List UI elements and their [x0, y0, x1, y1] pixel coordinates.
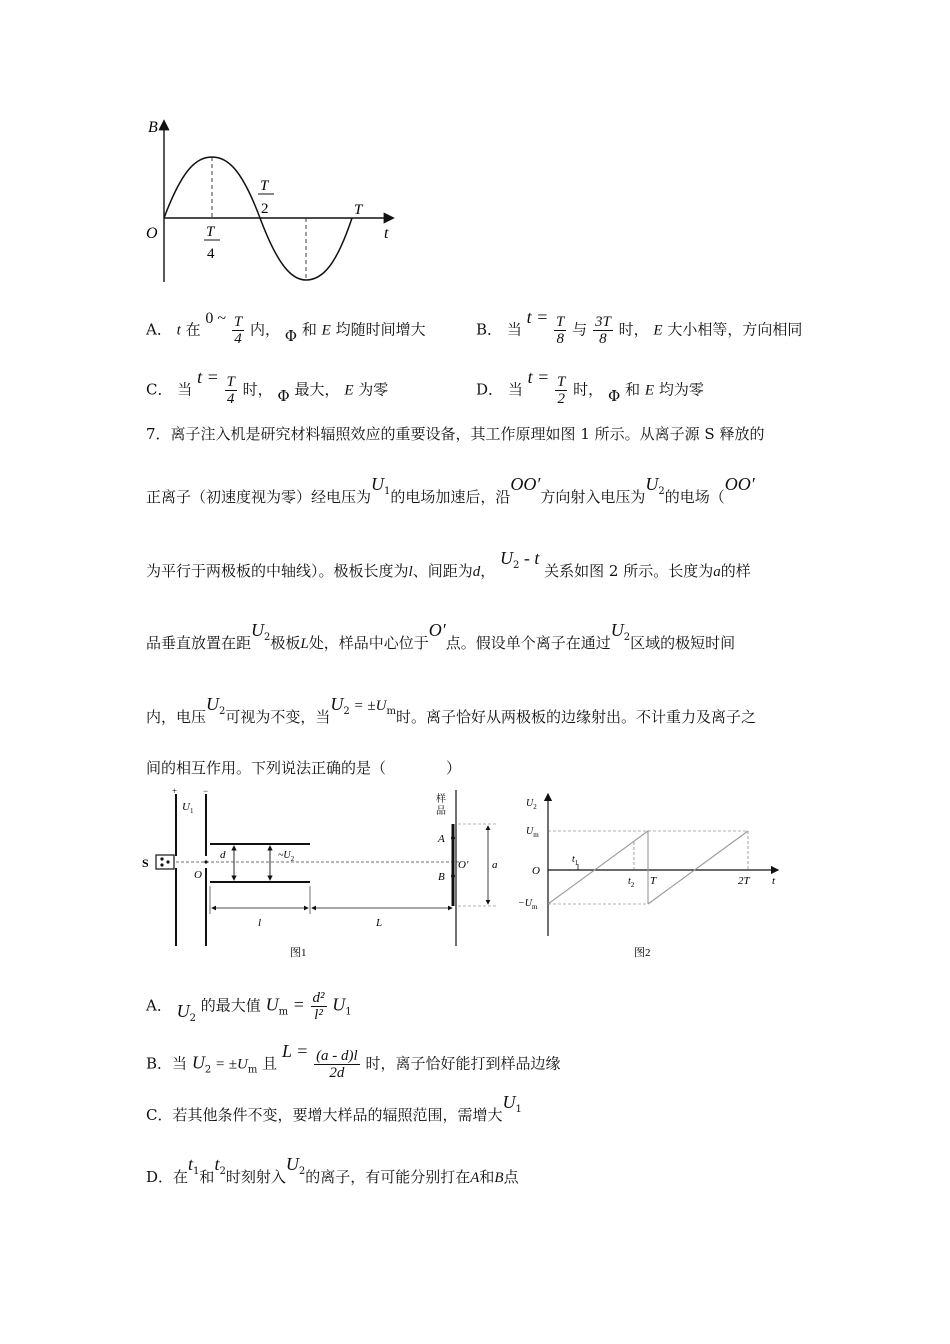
option-b-q7[interactable]: B．当 $U_2 = \pm U_m$ 且 L = $\frac{(a - d)l}{2d}$ 时，离子恰好能打到样品边缘 [146, 1040, 561, 1081]
b-t-graph [130, 110, 410, 290]
option-b-q6[interactable]: B． 当 t = $\frac{T}{8}$ 与 $\frac{3T}{8}$ 时， E 大小相等，方向相同 [476, 306, 803, 347]
q7-line-5: 内，电压$U^2$可视为不变，当$U^2 = \pm U^m$时。离子恰好从两极板的边缘射出。不计重力及离子之 [146, 694, 756, 726]
option-a-q7[interactable]: A． $U_2$ 的最大值 $U_m$ = $\frac{\text{d²}}{\text{l²}}$ $U_1$ [146, 990, 352, 1024]
fig2-2t: 2T [738, 875, 750, 887]
u1-label: $U_1$ [182, 801, 194, 815]
option-a-q6[interactable]: A． t 在 0 ~ $\frac{T}{4}$ 内， Φ 和 E 均随时间增大 [146, 309, 426, 347]
sample-label-2: 品 [436, 806, 446, 817]
q7-line-6: 间的相互作用。下列说法正确的是（ ） [146, 759, 462, 777]
fig2-neg-um-label: $-U_m$ [518, 898, 538, 911]
o-label: O [194, 869, 202, 881]
tick-t4-num: T [206, 224, 215, 240]
q7-line-4: 品垂直放置在距$U^2$极板L处，样品中心位于O′点。假设单个离子在通过$U^2$区域的极短时间 [146, 620, 736, 652]
u2-label: $\sim U_2$ [278, 850, 295, 863]
figure-1-caption: 图1 [290, 947, 307, 959]
fig2-t1: $t_1$ [572, 854, 579, 867]
fraction-3t8: $\frac{3T}{8}$ [594, 314, 611, 347]
fraction-t4: $\frac{T}{4}$ [233, 314, 243, 347]
figure-1 [140, 786, 510, 966]
fraction-d2-l2: $\frac{\text{d²}}{\text{l²}}$ [312, 990, 325, 1023]
fig2-origin: O [532, 865, 540, 877]
tick-t2-den: 2 [261, 201, 269, 217]
fig2-y-label: $U_2$ [526, 798, 537, 811]
option-d-q7[interactable]: D．在$t^1$和$t^2$时刻射入$U^2$的离子，有可能分别打在A和B点 [146, 1154, 519, 1186]
option-c-q6[interactable]: C． 当 t = $\frac{T}{4}$ 时， Φ 最大， E 为零 [146, 366, 389, 407]
option-d-q6[interactable]: D． 当 t = $\frac{T}{2}$ 时， Φ 和 E 均为零 [476, 366, 704, 407]
fig2-um-label: $U_m$ [526, 826, 539, 839]
tick-t2-num: T [260, 178, 269, 194]
option-c-q7[interactable]: C．若其他条件不变，要增大样品的辐照范围，需增大$U^1$ [146, 1092, 522, 1124]
fig2-t2: $t_2$ [628, 876, 635, 889]
l-label: l [258, 917, 262, 929]
tick-t4-den: 4 [207, 246, 215, 262]
s-label: S [142, 856, 149, 870]
fraction-a-d-l: $\frac{(a - d)l}{2d}$ [316, 1048, 358, 1081]
fig2-x-label: t [772, 875, 776, 887]
minus-sign: − [203, 786, 209, 796]
y-axis-label: B [148, 119, 158, 136]
fraction-t8: $\frac{T}{8}$ [556, 314, 565, 347]
fraction-t2-d: $\frac{T}{2}$ [557, 374, 566, 407]
q7-line-1: 7．离子注入机是研究材料辐照效应的重要设备，其工作原理如图 1 所示。从离子源 S 释放的 [146, 425, 765, 443]
big-l-label: L [376, 917, 383, 929]
a-dim-label: a [492, 859, 498, 871]
d-label: d [220, 849, 226, 861]
sample-label-1: 样 [436, 794, 446, 805]
a-point-label: A [438, 833, 445, 845]
fig2-t: T [650, 875, 657, 887]
q7-line-2: 正离子（初速度视为零）经电压为$U^1$的电场加速后，沿OO′方向射入电压为$U^2$的电场（OO′ [146, 474, 755, 506]
origin-label: O [146, 225, 158, 242]
plus-sign: + [172, 786, 178, 796]
figure-2-caption: 图2 [634, 947, 651, 959]
x-axis-label: t [384, 225, 389, 242]
figure-2 [516, 786, 786, 966]
tick-t-label: T [354, 202, 363, 218]
ion-source-box [156, 855, 174, 869]
oprime-label: O′ [458, 859, 469, 871]
q7-line-3: 为平行于两极板的中轴线）。极板长度为l、间距为d， $U^2$ - t 关系如图 2 所示。长度为a的样 [146, 548, 751, 580]
b-point-label: B [438, 871, 445, 883]
fraction-t4-c: $\frac{T}{4}$ [226, 374, 235, 407]
